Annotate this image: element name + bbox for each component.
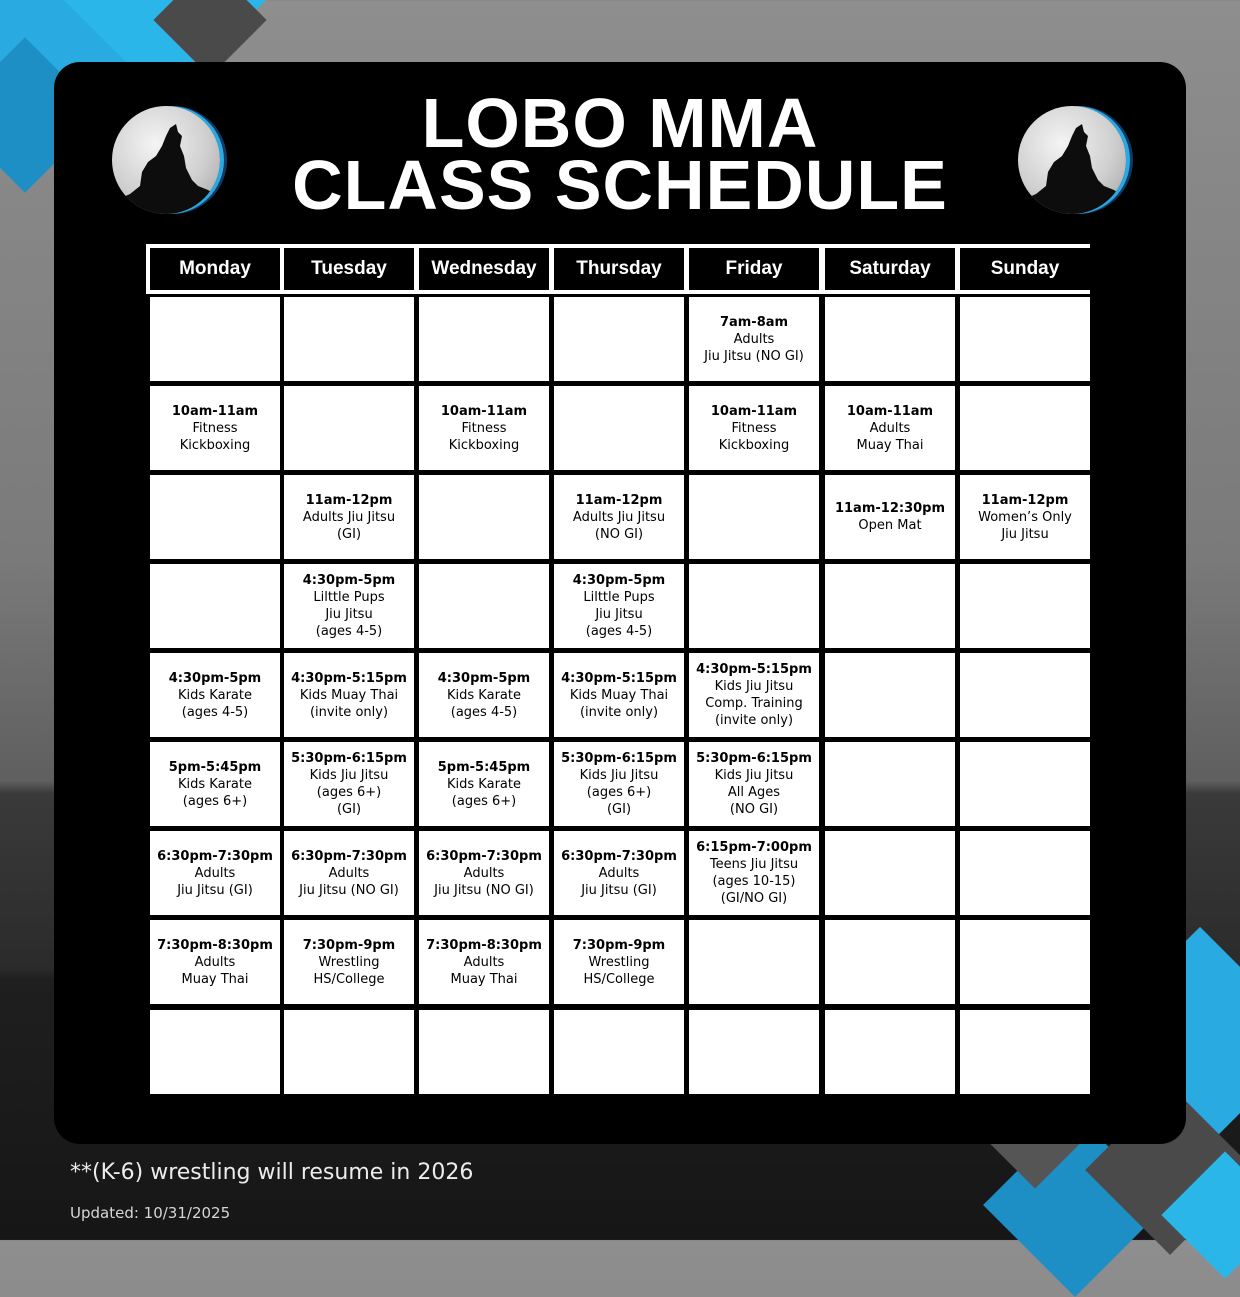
- class-slot: [150, 920, 280, 1004]
- class-time: 11am-12pm: [305, 492, 393, 508]
- class-detail: Lilttle Pups: [313, 590, 385, 605]
- updated-date: Updated: 10/31/2025: [70, 1204, 231, 1222]
- class-time: 4:30pm-5pm: [572, 573, 666, 588]
- class-detail: Jiu Jitsu (NO GI): [704, 348, 804, 364]
- class-time: 6:30pm-7:30pm: [291, 848, 407, 864]
- class-time: 4:30pm-5pm: [168, 670, 262, 686]
- class-detail: (invite only): [579, 704, 659, 720]
- class-slot: [284, 475, 414, 559]
- class-slot: [150, 742, 280, 826]
- class-detail: Adults: [194, 865, 236, 881]
- class-detail: Adults: [328, 865, 370, 881]
- empty-slot: [960, 1010, 1090, 1094]
- empty-slot: [825, 297, 955, 381]
- class-detail: Kids Karate: [447, 687, 521, 703]
- class-detail: Kids Karate: [178, 687, 252, 703]
- empty-slot: [689, 1010, 819, 1094]
- class-slot: [150, 653, 280, 737]
- class-slot: [554, 653, 684, 737]
- empty-slot: [419, 475, 549, 559]
- class-detail: (invite only): [714, 713, 794, 728]
- empty-slot: [419, 564, 549, 648]
- class-detail: Kids Karate: [178, 776, 252, 792]
- class-time: 11am-12pm: [981, 492, 1069, 508]
- day-header-tuesday: Tuesday: [284, 248, 414, 290]
- class-detail: (ages 4-5): [181, 704, 249, 720]
- class-slot: [689, 831, 819, 915]
- class-slot: [419, 831, 549, 915]
- class-detail: (GI/NO GI): [720, 891, 788, 906]
- class-slot: [689, 297, 819, 381]
- class-detail: (ages 4-5): [450, 704, 518, 720]
- class-time: 7:30pm-9pm: [572, 937, 666, 953]
- class-slot: [284, 920, 414, 1004]
- empty-slot: [825, 1010, 955, 1094]
- class-time: 4:30pm-5:15pm: [291, 670, 407, 686]
- empty-slot: [689, 920, 819, 1004]
- empty-slot: [554, 386, 684, 470]
- class-detail: (ages 10-15): [712, 874, 796, 889]
- class-detail: Jiu Jitsu (NO GI): [434, 882, 534, 898]
- class-detail: Open Mat: [858, 518, 922, 533]
- class-detail: Kickboxing: [448, 437, 520, 453]
- class-detail: (ages 6+): [451, 793, 517, 809]
- class-detail: Kickboxing: [179, 437, 251, 453]
- class-detail: Kids Jiu Jitsu: [714, 679, 794, 694]
- empty-slot: [150, 1010, 280, 1094]
- class-time: 11am-12pm: [575, 492, 663, 508]
- class-slot: [689, 653, 819, 737]
- class-detail: Jiu Jitsu: [325, 607, 373, 622]
- class-detail: Kids Muay Thai: [569, 687, 669, 703]
- class-detail: Muay Thai: [450, 971, 518, 987]
- class-time: 7:30pm-8:30pm: [426, 937, 542, 953]
- class-detail: Kids Jiu Jitsu: [714, 768, 794, 783]
- class-time: 7am-8am: [719, 314, 789, 330]
- empty-slot: [150, 564, 280, 648]
- class-detail: Fitness: [461, 420, 507, 436]
- class-slot: [419, 920, 549, 1004]
- class-time: 5pm-5:45pm: [437, 759, 531, 775]
- class-detail: Comp. Training: [705, 696, 803, 711]
- day-header-row: [146, 244, 1090, 294]
- class-time: 6:30pm-7:30pm: [157, 848, 273, 864]
- class-slot: [419, 742, 549, 826]
- class-slot: [689, 386, 819, 470]
- class-detail: Adults: [463, 865, 505, 881]
- class-detail: Fitness: [192, 420, 238, 436]
- class-slot: [554, 475, 684, 559]
- class-detail: Jiu Jitsu (GI): [581, 882, 657, 898]
- empty-slot: [284, 1010, 414, 1094]
- empty-slot: [825, 920, 955, 1004]
- class-slot: [825, 475, 955, 559]
- empty-slot: [554, 297, 684, 381]
- empty-slot: [960, 386, 1090, 470]
- class-detail: Kickboxing: [718, 437, 790, 453]
- class-detail: Adults: [598, 865, 640, 881]
- class-slot: [554, 742, 684, 826]
- class-detail: (ages 4-5): [585, 624, 653, 639]
- empty-slot: [825, 653, 955, 737]
- class-slot: [284, 742, 414, 826]
- class-detail: (NO GI): [729, 802, 779, 817]
- day-header-monday: Monday: [150, 248, 280, 290]
- class-time: 4:30pm-5pm: [437, 670, 531, 686]
- class-detail: Adults: [733, 331, 775, 347]
- class-slot: [554, 920, 684, 1004]
- class-detail: Adults Jiu Jitsu: [572, 509, 666, 525]
- class-detail: (ages 6+): [182, 793, 248, 809]
- class-detail: Kids Jiu Jitsu: [579, 768, 659, 783]
- title-line-1: LOBO MMA: [421, 84, 819, 162]
- title-line-2: CLASS SCHEDULE: [292, 146, 948, 224]
- empty-slot: [825, 564, 955, 648]
- empty-slot: [960, 742, 1090, 826]
- empty-slot: [689, 475, 819, 559]
- class-time: 10am-11am: [710, 403, 798, 419]
- empty-slot: [825, 742, 955, 826]
- class-time: 10am-11am: [846, 403, 934, 419]
- class-time: 5:30pm-6:15pm: [561, 751, 677, 766]
- class-slot: [284, 831, 414, 915]
- empty-slot: [689, 564, 819, 648]
- class-detail: (invite only): [309, 704, 389, 720]
- wrestling-note: **(K-6) wrestling will resume in 2026: [70, 1160, 474, 1185]
- class-detail: HS/College: [313, 971, 385, 987]
- class-time: 7:30pm-9pm: [302, 937, 396, 953]
- empty-slot: [960, 920, 1090, 1004]
- class-detail: Fitness: [731, 420, 777, 436]
- class-time: 4:30pm-5:15pm: [696, 662, 812, 677]
- class-slot: [150, 386, 280, 470]
- class-slot: [419, 386, 549, 470]
- class-time: 6:15pm-7:00pm: [696, 840, 812, 855]
- class-detail: (ages 4-5): [315, 624, 383, 639]
- empty-slot: [825, 831, 955, 915]
- class-detail: Adults Jiu Jitsu: [302, 509, 396, 525]
- class-slot: [284, 564, 414, 648]
- class-detail: (GI): [336, 526, 362, 542]
- empty-slot: [284, 386, 414, 470]
- class-detail: Wrestling: [318, 954, 380, 970]
- page-title: [0, 84, 1240, 224]
- class-time: 5:30pm-6:15pm: [696, 751, 812, 766]
- class-detail: Jiu Jitsu (NO GI): [299, 882, 399, 898]
- day-header-sunday: Sunday: [960, 248, 1090, 290]
- class-detail: (ages 6+): [586, 785, 652, 800]
- empty-slot: [150, 297, 280, 381]
- empty-slot: [284, 297, 414, 381]
- class-detail: Kids Muay Thai: [299, 687, 399, 703]
- class-time: 4:30pm-5pm: [302, 573, 396, 588]
- class-time: 5pm-5:45pm: [168, 759, 262, 775]
- class-slot: [419, 653, 549, 737]
- class-time: 10am-11am: [171, 403, 259, 419]
- day-header-friday: Friday: [689, 248, 819, 290]
- class-detail: HS/College: [583, 971, 655, 987]
- class-detail: Kids Jiu Jitsu: [309, 768, 389, 783]
- class-detail: All Ages: [727, 785, 781, 800]
- class-detail: Teens Jiu Jitsu: [709, 857, 799, 872]
- class-slot: [689, 742, 819, 826]
- empty-slot: [960, 831, 1090, 915]
- class-time: 10am-11am: [440, 403, 528, 419]
- class-detail: Muay Thai: [181, 971, 249, 987]
- class-detail: (NO GI): [594, 526, 644, 542]
- empty-slot: [419, 1010, 549, 1094]
- empty-slot: [150, 475, 280, 559]
- class-detail: Wrestling: [588, 954, 650, 970]
- class-detail: Jiu Jitsu: [595, 607, 643, 622]
- class-detail: Adults: [869, 420, 911, 436]
- class-time: 6:30pm-7:30pm: [426, 848, 542, 864]
- class-detail: Women’s Only: [978, 509, 1072, 525]
- empty-slot: [554, 1010, 684, 1094]
- day-header-saturday: Saturday: [825, 248, 955, 290]
- day-header-thursday: Thursday: [554, 248, 684, 290]
- day-header-wednesday: Wednesday: [419, 248, 549, 290]
- class-slot: [150, 831, 280, 915]
- class-slot: [554, 564, 684, 648]
- empty-slot: [960, 564, 1090, 648]
- empty-slot: [419, 297, 549, 381]
- class-detail: Adults: [194, 954, 236, 970]
- class-detail: Jiu Jitsu: [1001, 526, 1049, 542]
- class-slot: [554, 831, 684, 915]
- class-detail: (ages 6+): [316, 785, 382, 800]
- class-detail: Adults: [463, 954, 505, 970]
- class-detail: Jiu Jitsu (GI): [177, 882, 253, 898]
- class-time: 4:30pm-5:15pm: [561, 670, 677, 686]
- empty-slot: [960, 653, 1090, 737]
- class-time: 5:30pm-6:15pm: [291, 751, 407, 766]
- class-detail: Kids Karate: [447, 776, 521, 792]
- class-slot: [284, 653, 414, 737]
- class-detail: Muay Thai: [856, 437, 924, 453]
- class-time: 7:30pm-8:30pm: [157, 937, 273, 953]
- class-time: 6:30pm-7:30pm: [561, 848, 677, 864]
- empty-slot: [960, 297, 1090, 381]
- class-slot: [960, 475, 1090, 559]
- class-slot: [825, 386, 955, 470]
- class-detail: (GI): [336, 802, 362, 817]
- class-time: 11am-12:30pm: [834, 501, 946, 516]
- class-detail: (GI): [606, 802, 632, 817]
- class-detail: Lilttle Pups: [583, 590, 655, 605]
